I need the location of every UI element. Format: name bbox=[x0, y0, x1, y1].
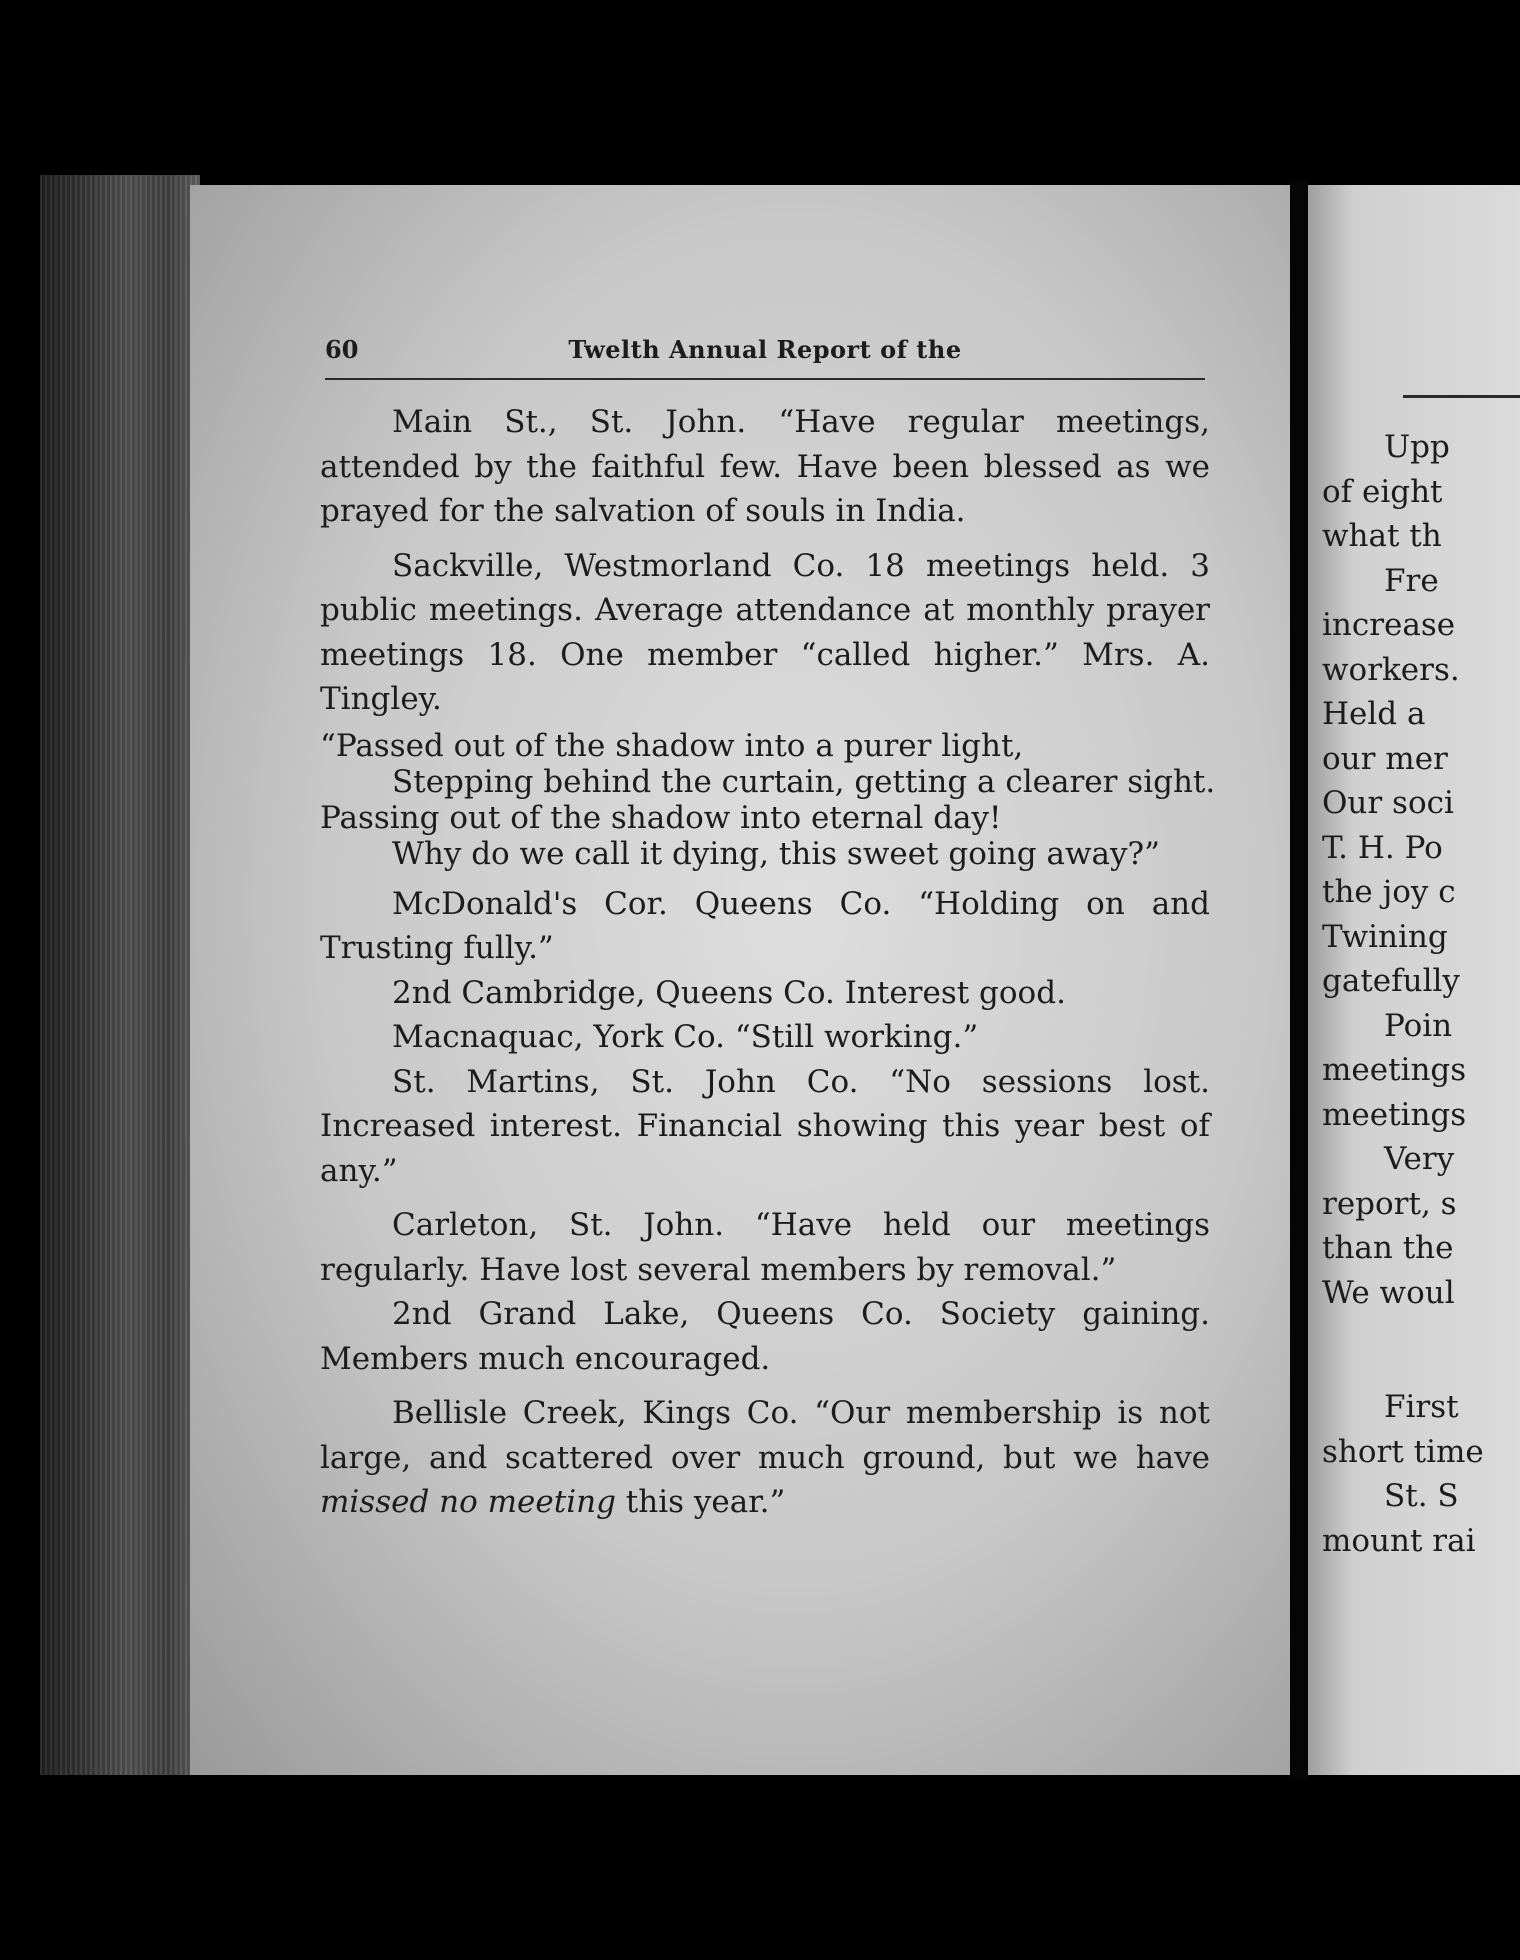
paragraph-grand-lake: 2nd Grand Lake, Queens Co. Society gaining. Members much encouraged. bbox=[320, 1296, 1210, 1377]
facing-line: meetings bbox=[1322, 1052, 1467, 1088]
facing-header-rule bbox=[1403, 395, 1520, 398]
book-gutter bbox=[1290, 180, 1308, 1780]
facing-section-gap bbox=[1322, 1315, 1520, 1385]
facing-line: increase bbox=[1322, 607, 1456, 643]
facing-line: Upp bbox=[1384, 429, 1450, 465]
page-header bbox=[325, 335, 1205, 375]
page-number: 60 bbox=[325, 335, 359, 364]
facing-line: than the bbox=[1322, 1230, 1454, 1266]
facing-line: gatefully bbox=[1322, 963, 1460, 999]
facing-line: workers. bbox=[1322, 651, 1460, 688]
poem-line: “Passed out of the shadow into a purer light, bbox=[320, 727, 1024, 764]
poem-quote bbox=[320, 727, 1216, 872]
facing-line: Fre bbox=[1384, 562, 1439, 599]
facing-line: Poin bbox=[1384, 1007, 1453, 1044]
paragraph-bellisle bbox=[320, 1391, 1210, 1525]
book-page-edges bbox=[40, 175, 200, 1775]
paragraph-mcdonalds: McDonald's Cor. Queens Co. “Holding on and Trusting fully.” bbox=[320, 885, 1210, 966]
paragraph-sackville: Sackville, Westmorland Co. 18 meetings held. 3 public meetings. Average attendance at monthly prayer meetings 18. One member “called higher.” Mrs. A. Tingley. bbox=[320, 547, 1210, 717]
facing-line: mount rai bbox=[1322, 1522, 1476, 1559]
left-page bbox=[190, 185, 1290, 1775]
facing-line: short time bbox=[1322, 1433, 1484, 1470]
paragraph-main-st: Main St., St. John. “Have regular meetings, attended by the faithful few. Have been blessed as we prayed for the salvation of souls in India. bbox=[320, 404, 1210, 529]
facing-line: T. H. Po bbox=[1322, 829, 1443, 866]
facing-page-body bbox=[1322, 425, 1520, 1563]
facing-line: St. S bbox=[1384, 1478, 1459, 1514]
facing-line: report, s bbox=[1322, 1185, 1457, 1222]
facing-line: our mer bbox=[1322, 740, 1448, 777]
paragraph-cambridge: 2nd Cambridge, Queens Co. Interest good. bbox=[392, 974, 1066, 1011]
facing-line: Our soci bbox=[1322, 785, 1454, 821]
header-rule bbox=[325, 378, 1205, 380]
facing-line: First bbox=[1384, 1389, 1459, 1425]
facing-line: the joy c bbox=[1322, 874, 1456, 910]
facing-line: what th bbox=[1322, 518, 1442, 554]
facing-page bbox=[1308, 185, 1520, 1775]
poem-line: Why do we call it dying, this sweet going away?” bbox=[392, 835, 1160, 872]
running-head: Twelth Annual Report of the bbox=[568, 335, 962, 364]
bellisle-emphasis: missed no meeting bbox=[320, 1484, 616, 1520]
page-body bbox=[320, 400, 1216, 1535]
poem-line: Stepping behind the curtain, getting a clearer sight. bbox=[392, 763, 1216, 800]
facing-line: We woul bbox=[1322, 1274, 1455, 1311]
facing-line: Very bbox=[1384, 1141, 1455, 1177]
facing-line: Held a bbox=[1322, 696, 1426, 732]
bellisle-text-end: this year.” bbox=[615, 1484, 786, 1520]
facing-line: of eight bbox=[1322, 473, 1443, 510]
paragraph-macnaquac: Macnaquac, York Co. “Still working.” bbox=[392, 1019, 979, 1055]
facing-line: Twining bbox=[1322, 918, 1448, 955]
poem-line: Passing out of the shadow into eternal day! bbox=[320, 799, 1002, 836]
paragraph-carleton: Carleton, St. John. “Have held our meetings regularly. Have lost several members by removal.” bbox=[320, 1207, 1210, 1288]
facing-line: meetings bbox=[1322, 1096, 1467, 1133]
paragraph-st-martins: St. Martins, St. John Co. “No sessions lost. Increased interest. Financial showing this year best of any.” bbox=[320, 1063, 1210, 1189]
bellisle-text-start: Bellisle Creek, Kings Co. “Our membership is not large, and scattered over much ground, but we have bbox=[320, 1395, 1210, 1476]
